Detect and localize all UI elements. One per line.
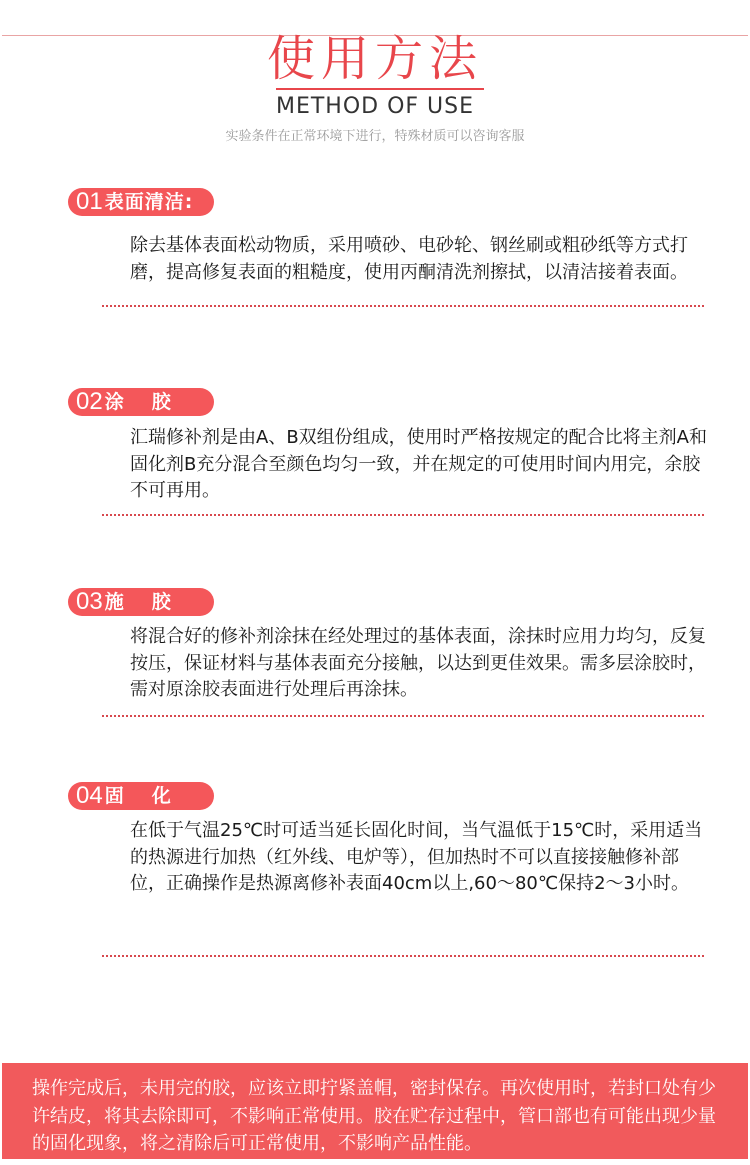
step-4-number: 04 [76, 782, 103, 809]
step-4-title: 固化 [104, 785, 199, 807]
step-3-divider [102, 715, 704, 717]
step-1-badge [68, 188, 214, 216]
step-2-number: 02 [76, 388, 103, 415]
step-2-text: 汇瑞修补剂是由A、B双组份组成，使用时严格按规定的配合比将主剂A和固化剂B充分混合至颜色均匀一致，并在规定的可使用时间内用完，余胶不可再用。 [130, 427, 707, 501]
step-3-number: 03 [76, 588, 103, 615]
page-title: 使用方法 [266, 31, 483, 87]
title-underline [276, 88, 484, 90]
step-2-badge [68, 388, 214, 416]
step-1-number: 01 [76, 188, 103, 215]
page-title-english: METHOD OF USE [275, 94, 475, 119]
page-subtitle: 实验条件在正常环境下进行，特殊材质可以咨询客服 [225, 129, 525, 144]
step-1-title: 表面清洁: [104, 191, 194, 213]
step-3-title: 施胶 [104, 591, 199, 613]
step-2-divider [102, 514, 704, 516]
step-1-text: 除去基体表面松动物质，采用喷砂、电砂轮、钢丝刷或粗砂纸等方式打磨，提高修复表面的粗糙度，使用丙酮清洗剂擦拭，以清洁接着表面。 [130, 235, 688, 283]
step-3-text: 将混合好的修补剂涂抹在经处理过的基体表面，涂抹时应用力均匀，反复按压，保证材料与基体表面充分接触，以达到更佳效果。需多层涂胶时，需对原涂胶表面进行处理后再涂抹。 [130, 626, 706, 700]
step-4-text: 在低于气温25℃时可适当延长固化时间，当气温低于15℃时，采用适当的热源进行加热（红外线、电炉等），但加热时不可以直接接触修补部位，正确操作是热源离修补表面40cm以上,60～80℃保持2～3小时。 [130, 820, 703, 894]
footer-notice: 操作完成后，未用完的胶，应该立即拧紧盖帽，密封保存。再次使用时，若封口处有少许结皮，将其去除即可，不影响正常使用。胶在贮存过程中，管口部也有可能出现少量的固化现象，将之清除后可正常使用，不影响产品性能。 [2, 1063, 748, 1159]
step-4-divider [102, 955, 704, 957]
step-3-badge [68, 588, 214, 616]
step-4-badge [68, 782, 214, 810]
step-2-title: 涂胶 [104, 391, 199, 413]
step-1-divider [102, 305, 704, 307]
